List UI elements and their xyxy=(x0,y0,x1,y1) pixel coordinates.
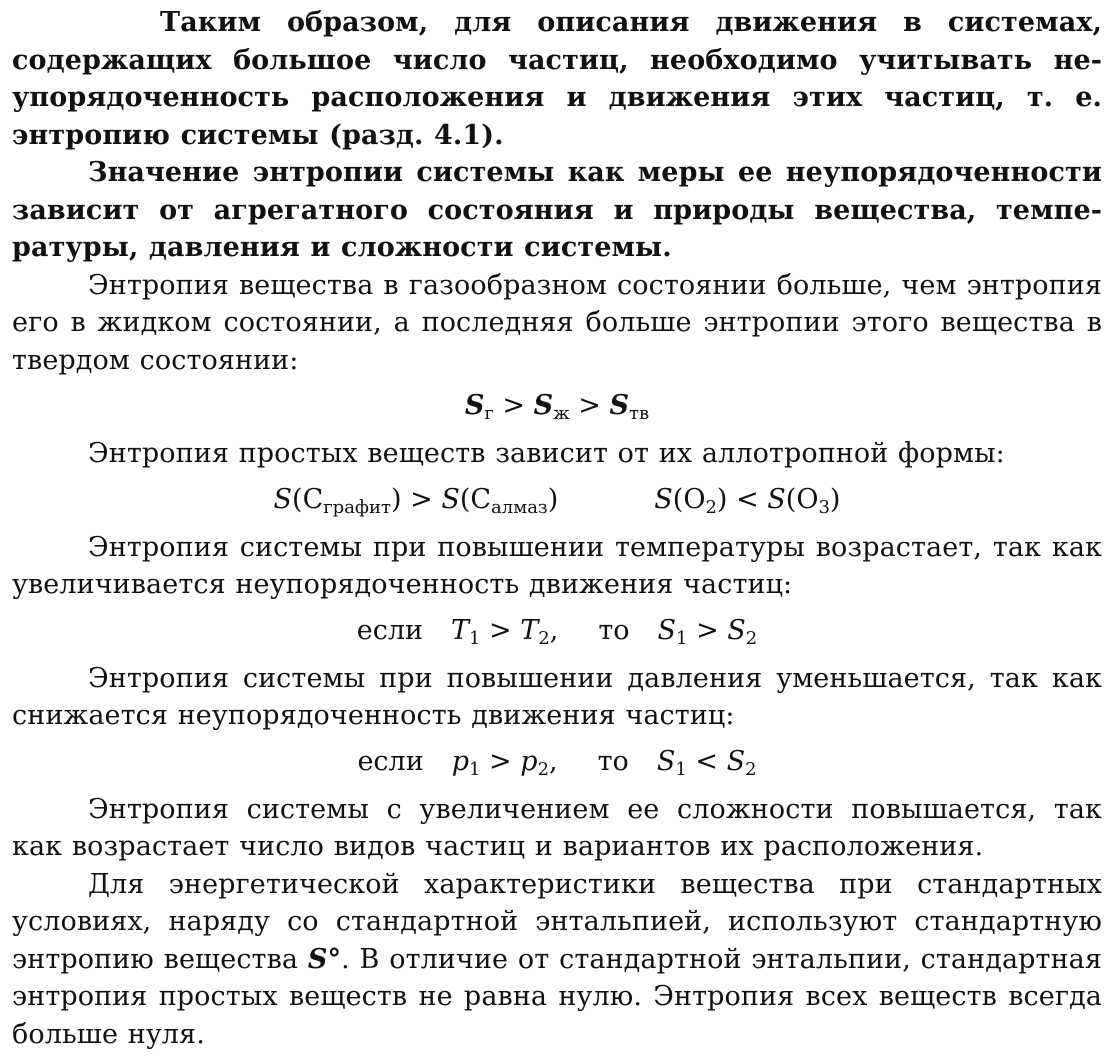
paragraph-temperature: Энтропия системы при повышении температуры возрастает, так как увеличивается неупорядоченность движения частиц: xyxy=(12,531,1102,600)
formula-allotropes: $S(C_{графит}) > S(C_{алмаз}) S(O_2) < S(O_3)$ xyxy=(273,483,841,518)
paragraph-intro: Таким образом, для описания движения в системах, содержащих большое число частиц, необходимо учитывать неупорядоченность расположения и движения этих частиц, т. е. энтропию системы (разд. 4.1). xyxy=(12,7,1102,151)
paragraph-entropy-value: Значение энтропии системы как меры ее неупорядоченности зависит от агрегатного состояния и природы вещества, температуры, давления и сложности системы. xyxy=(12,157,1102,263)
standard-entropy-symbol: S° xyxy=(307,943,342,975)
formula-pressure: если $p_1 > p_2$, то $S_1 < S_2$ xyxy=(357,745,757,780)
paragraph-aggregate-state: Энтропия вещества в газообразном состоянии больше, чем энтропия его в жидком состоянии, а последняя больше энтропии этого вещества в твердом состоянии: xyxy=(12,269,1102,376)
document-page xyxy=(12,4,1102,1053)
standard-entropy-text-end: . В отличие от стандартной энтальпии, стандартная энтропия простых веществ не равна нулю. Энтропия всех веществ всегда больше нуля. xyxy=(12,943,1102,1050)
paragraph-allotropes: Энтропия простых веществ зависит от их аллотропной формы: xyxy=(88,438,1005,469)
formula-states: $S_г > S_ж > S_{тв}$ xyxy=(464,390,650,424)
standard-entropy-text-start: Для энергетической характеристики вещества при стандартных условиях, наряду со стандартной энтальпией, используют стандартную энтропию вещества xyxy=(12,868,1102,975)
formula-temperature: если $T_1 > T_2$, то $S_1 > S_2$ xyxy=(356,614,758,649)
paragraph-complexity: Энтропия системы с увеличением ее сложности повышается, так как возрастает число видов частиц и вариантов их расположения. xyxy=(12,793,1102,862)
paragraph-pressure: Энтропия системы при повышении давления уменьшается, так как снижается неупорядоченность движения частиц: xyxy=(12,662,1102,731)
paragraph-standard-entropy xyxy=(12,866,1102,1054)
